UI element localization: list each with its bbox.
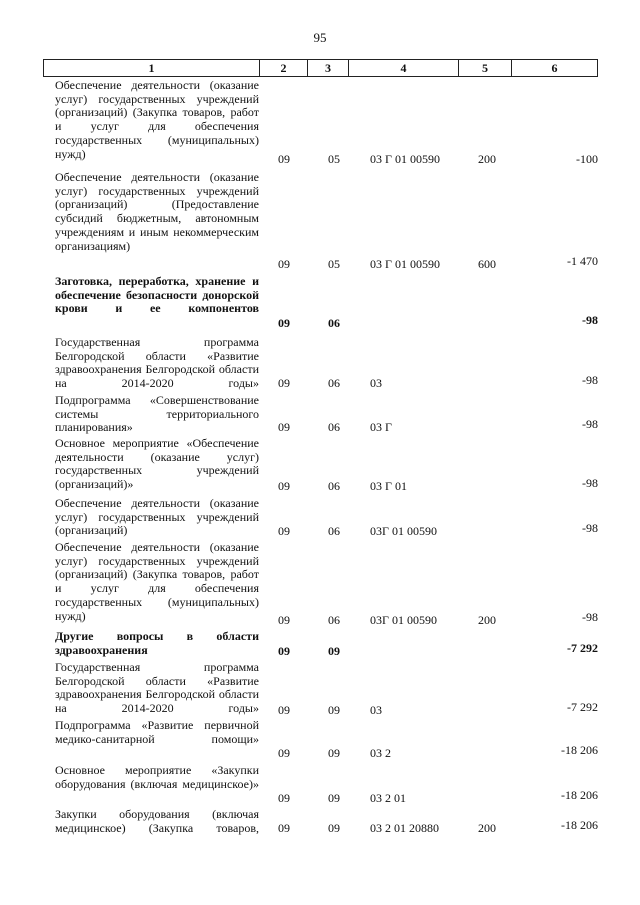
row-subsection: 06 [328,613,340,627]
row-sum: -98 [582,521,598,535]
row-sum: -18 206 [561,818,598,832]
row-section: 09 [278,420,290,434]
row-sum: -7 292 [567,641,598,655]
row-section: 09 [278,703,290,717]
column-header-4: 4 [400,61,407,75]
row-expense-type: 600 [478,257,496,271]
row-section: 09 [278,791,290,805]
row-section: 09 [278,316,290,330]
row-name: Заготовка, переработка, хранение и обеспечение безопасности донорской крови и ее компонентов [55,274,259,316]
row-sum: -1 470 [567,254,598,268]
row-section: 09 [278,257,290,271]
row-subsection: 06 [328,479,340,493]
row-target-code: 03 [370,703,382,717]
row-target-code: 03 2 [370,746,391,760]
row-name: Основное мероприятие «Обеспечение деятельности (оказание услуг) государственных учреждений (организаций)» [55,436,259,492]
row-subsection: 09 [328,821,340,835]
row-subsection: 05 [328,152,340,166]
row-subsection: 09 [328,644,340,658]
row-section: 09 [278,821,290,835]
row-target-code: 03 2 01 20880 [370,821,439,835]
row-sum: -98 [582,417,598,431]
row-subsection: 06 [328,316,340,330]
row-sum: -98 [582,476,598,490]
row-subsection: 06 [328,524,340,538]
row-target-code: 03Г 01 00590 [370,524,437,538]
row-subsection: 09 [328,791,340,805]
row-name: Другие вопросы в области здравоохранения [55,629,259,657]
row-section: 09 [278,524,290,538]
row-subsection: 09 [328,703,340,717]
column-header-2: 2 [280,61,287,75]
row-name: Обеспечение деятельности (оказание услуг) государственных учреждений (организаций) (Предоставление субсидий бюджетным, автономным учреждениям и иным некоммерческим организациям) [55,170,259,253]
column-header-1: 1 [148,61,155,75]
row-subsection: 06 [328,376,340,390]
column-header-6: 6 [551,61,558,75]
row-subsection: 05 [328,257,340,271]
row-name: Государственная программа Белгородской области «Развитие здравоохранения Белгородской области на 2014-2020 годы» [55,335,259,391]
row-expense-type: 200 [478,152,496,166]
row-name: Обеспечение деятельности (оказание услуг) государственных учреждений (организаций) (Закупка товаров, работ и услуг для обеспечения государственных (муниципальных) нужд) [55,540,259,623]
row-name: Государственная программа Белгородской области «Развитие здравоохранения Белгородской области на 2014-2020 годы» [55,660,259,716]
row-section: 09 [278,376,290,390]
row-target-code: 03 2 01 [370,791,406,805]
row-name: Подпрограмма «Развитие первичной медико-санитарной помощи» [55,718,259,746]
row-sum: -18 206 [561,743,598,757]
page-number: 95 [313,30,327,45]
row-name: Подпрограмма «Совершенствование системы территориального планирования» [55,393,259,435]
row-subsection: 06 [328,420,340,434]
row-target-code: 03 Г [370,420,392,434]
row-expense-type: 200 [478,613,496,627]
row-sum: -98 [582,373,598,387]
row-name: Основное мероприятие «Закупки оборудования (включая медицинское)» [55,763,259,791]
row-sum: -100 [576,152,598,166]
row-name: Закупки оборудования (включая медицинское) (Закупка товаров, [55,807,259,835]
row-sum: -18 206 [561,788,598,802]
row-target-code: 03 [370,376,382,390]
row-sum: -7 292 [567,700,598,714]
row-name: Обеспечение деятельности (оказание услуг) государственных учреждений (организаций) (Закупка товаров, работ и услуг для обеспечения государственных (муниципальных) нужд) [55,78,259,161]
row-section: 09 [278,746,290,760]
column-header-3: 3 [325,61,331,75]
row-section: 09 [278,152,290,166]
row-name: Обеспечение деятельности (оказание услуг) государственных учреждений (организаций) [55,496,259,538]
row-section: 09 [278,479,290,493]
row-section: 09 [278,613,290,627]
row-target-code: 03 Г 01 00590 [370,257,440,271]
row-subsection: 09 [328,746,340,760]
row-target-code: 03 Г 01 [370,479,407,493]
row-target-code: 03Г 01 00590 [370,613,437,627]
row-target-code: 03 Г 01 00590 [370,152,440,166]
row-sum: -98 [582,610,598,624]
column-header-5: 5 [482,61,488,75]
row-section: 09 [278,644,290,658]
row-expense-type: 200 [478,821,496,835]
row-sum: -98 [582,313,598,327]
